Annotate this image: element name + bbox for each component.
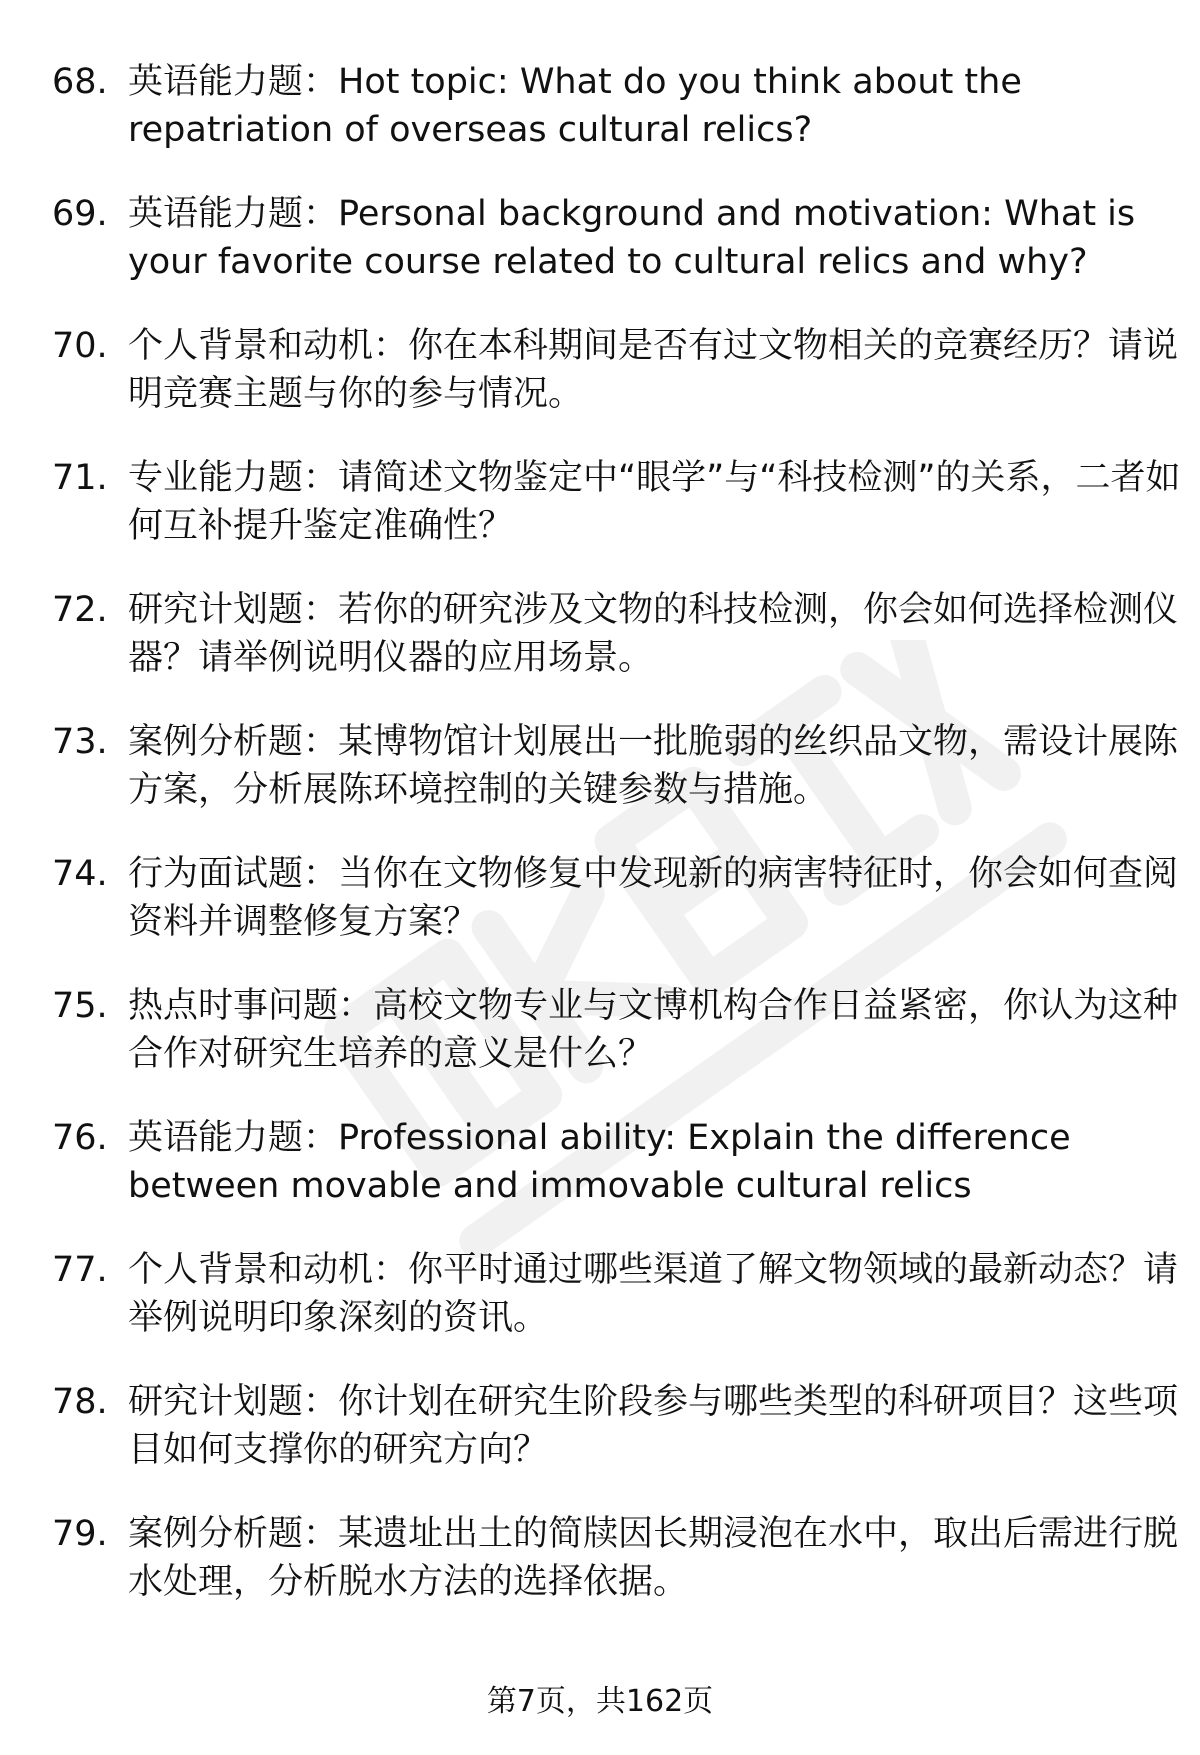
question-number: 69. [52, 194, 108, 234]
question-item [52, 58, 1152, 190]
question-number: 74. [52, 854, 108, 894]
question-list [52, 58, 1181, 1642]
question-text: 专业能力题：请简述文物鉴定中“眼学”与“科技检测”的关系，二者如何互补提升鉴定准确性？ [128, 458, 1181, 546]
question-item [52, 850, 1179, 982]
question-text: 个人背景和动机：你在本科期间是否有过文物相关的竞赛经历？请说明竞赛主题与你的参与情况。 [128, 326, 1179, 414]
page-footer [0, 1682, 1200, 1722]
question-number: 77. [52, 1250, 108, 1290]
question-text: 案例分析题：某遗址出土的简牍因长期浸泡在水中，取出后需进行脱水处理，分析脱水方法的选择依据。 [128, 1514, 1179, 1602]
question-number: 70. [52, 326, 108, 366]
question-text: 英语能力题：Professional ability: Explain the difference between movable and immovable cultural relics [128, 1118, 1071, 1206]
question-text: 热点时事问题：高校文物专业与文博机构合作日益紧密，你认为这种合作对研究生培养的意义是什么？ [128, 986, 1179, 1074]
question-item [52, 982, 1179, 1114]
question-item [52, 1246, 1179, 1378]
question-text: 英语能力题：Hot topic: What do you think about the repatriation of overseas cultural relics? [128, 62, 1022, 150]
question-item [52, 1510, 1179, 1642]
question-item [52, 322, 1179, 454]
question-number: 76. [52, 1118, 108, 1158]
question-text: 研究计划题：若你的研究涉及文物的科技检测，你会如何选择检测仪器？请举例说明仪器的应用场景。 [128, 590, 1179, 678]
question-item [52, 718, 1179, 850]
question-number: 68. [52, 62, 108, 102]
question-number: 79. [52, 1514, 108, 1554]
question-item [52, 586, 1179, 718]
question-text: 英语能力题：Personal background and motivation: What is your favorite course related to cultural relics and why? [128, 194, 1136, 282]
question-item [52, 190, 1152, 322]
question-number: 78. [52, 1382, 108, 1422]
question-text: 个人背景和动机：你平时通过哪些渠道了解文物领域的最新动态？请举例说明印象深刻的资讯。 [128, 1250, 1179, 1338]
question-number: 71. [52, 458, 108, 498]
question-item [52, 454, 1181, 586]
question-number: 73. [52, 722, 108, 762]
question-text: 研究计划题：你计划在研究生阶段参与哪些类型的科研项目？这些项目如何支撑你的研究方向？ [128, 1382, 1179, 1470]
question-text: 案例分析题：某博物馆计划展出一批脆弱的丝织品文物，需设计展陈方案，分析展陈环境控制的关键参数与措施。 [128, 722, 1179, 810]
question-item [52, 1114, 1152, 1246]
question-item [52, 1378, 1179, 1510]
question-number: 72. [52, 590, 108, 630]
question-number: 75. [52, 986, 108, 1026]
page-number-label: 第7页，共162页 [486, 1684, 714, 1719]
question-text: 行为面试题：当你在文物修复中发现新的病害特征时，你会如何查阅资料并调整修复方案？ [128, 854, 1179, 942]
